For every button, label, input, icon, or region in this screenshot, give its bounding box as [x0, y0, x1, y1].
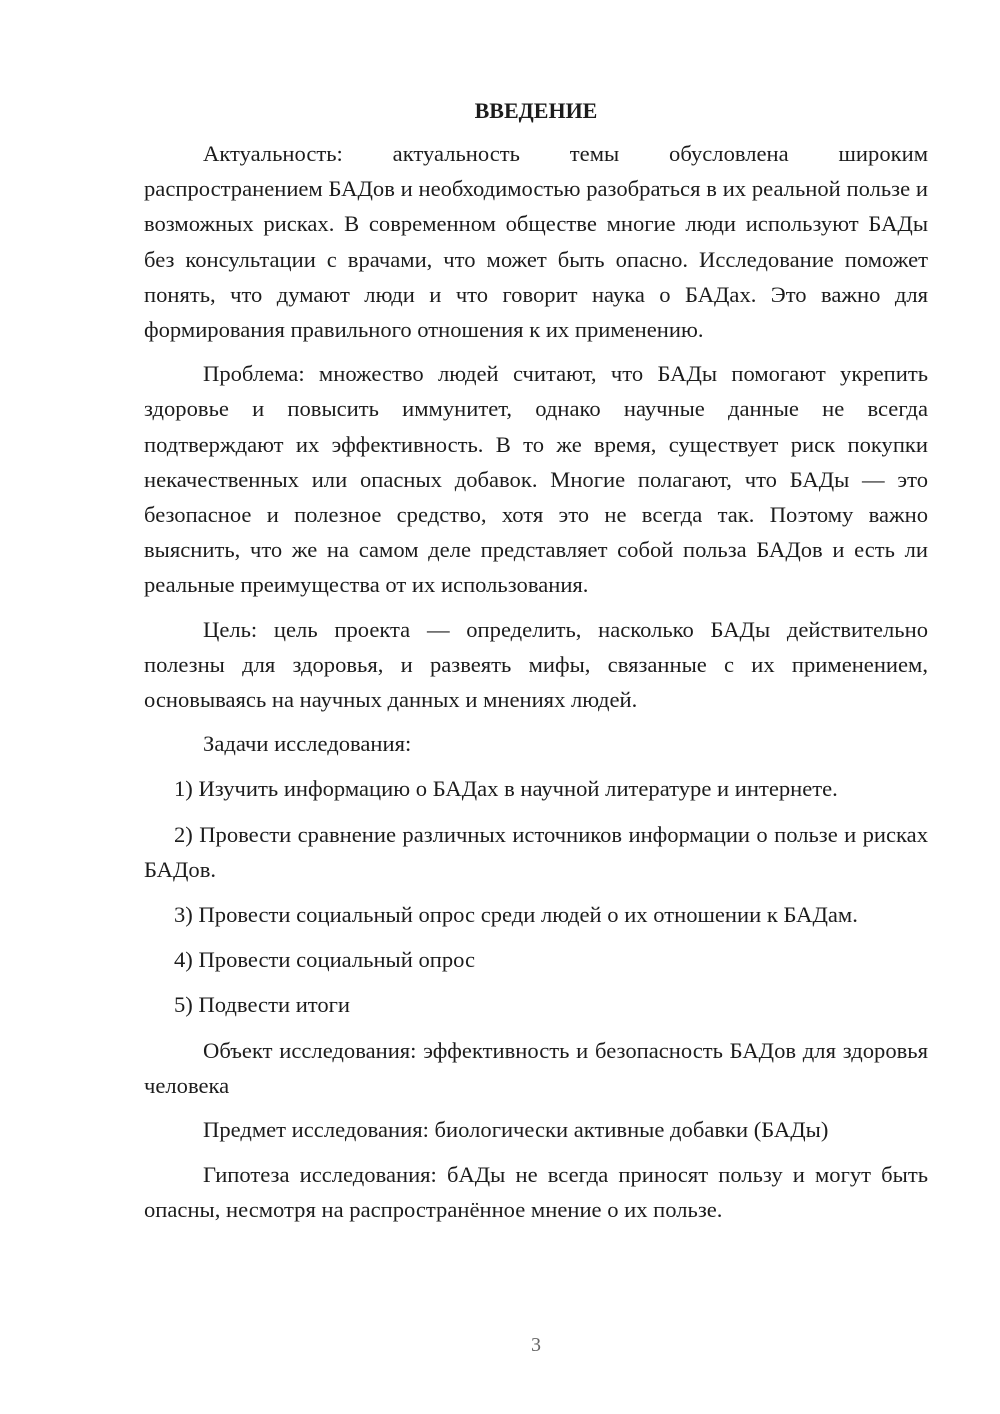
task-item-3: 3) Провести социальный опрос среди людей о их отношении к БАДам. [174, 902, 858, 928]
tasks-title: Задачи исследования: [203, 731, 412, 757]
relevance-paragraph: Актуальность: актуальность темы обусловлена широким распространением БАДов и необходимостью разобраться в их реальной пользе и возможных рисках. В современном обществе многие люди используют БАДы без консультации с врачами, что может быть опасно. Исследование поможет понять, что думают люди и что говорит наука о БАДах. Это важно для формирования правильного отношения к их применению. [144, 141, 928, 343]
object-paragraph: Объект исследования: эффективность и безопасность БАДов для здоровья человека [144, 1037, 928, 1098]
page-number: 3 [531, 1334, 541, 1356]
task-item-2: 2) Провести сравнение различных источников информации о пользе и рисках БАДов. [144, 821, 928, 882]
goal-paragraph: Цель: цель проекта — определить, насколько БАДы действительно полезны для здоровья, и развеять мифы, связанные с их применением, основываясь на научных данных и мнениях людей. [144, 616, 928, 713]
section-heading: ВВЕДЕНИЕ [474, 98, 598, 123]
task-item-1: 1) Изучить информацию о БАДах в научной литературе и интернете. [174, 776, 838, 802]
task-item-4: 4) Провести социальный опрос [174, 947, 476, 973]
problem-paragraph: Проблема: множество людей считают, что БАДы помогают укрепить здоровье и повысить иммунитет, однако научные данные не всегда подтверждают их эффективность. В то же время, существует риск покупки некачественных или опасных добавок. Многие полагают, что БАДы — это безопасное и полезное средство, хотя это не всегда так. Поэтому важно выяснить, что же на самом деле представляет собой польза БАДов и есть ли реальные преимущества от их использования. [144, 361, 928, 598]
hypothesis-paragraph: Гипотеза исследования: бАДы не всегда приносят пользу и могут быть опасны, несмотря на распространённое мнение о их пользе. [144, 1162, 928, 1223]
task-item-5: 5) Подвести итоги [174, 992, 351, 1018]
subject-paragraph: Предмет исследования: биологически активные добавки (БАДы) [203, 1117, 829, 1143]
page-content [144, 94, 928, 1237]
